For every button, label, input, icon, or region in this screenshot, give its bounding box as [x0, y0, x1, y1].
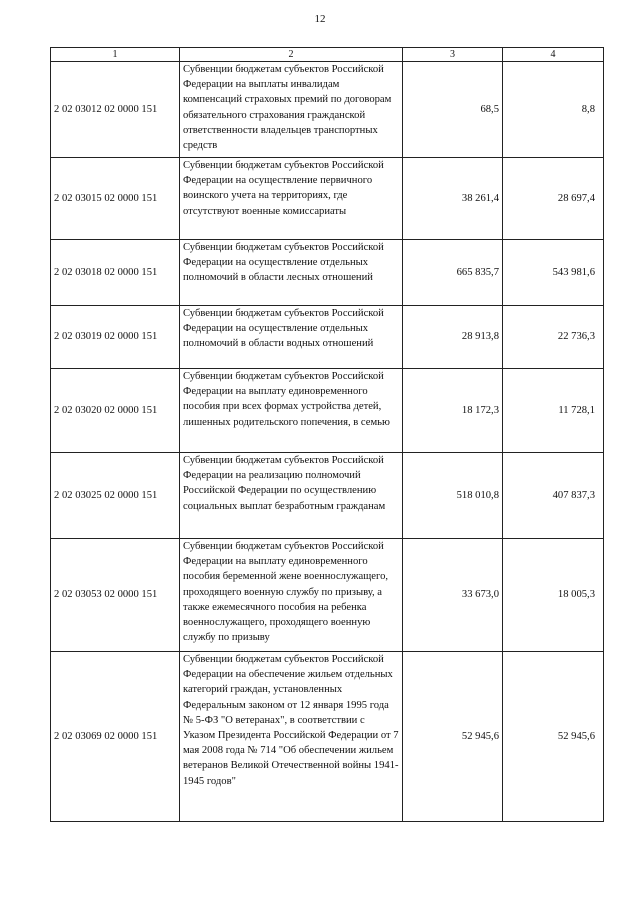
value-col3: 28 913,8 [403, 306, 503, 369]
value-col4: 407 837,3 [503, 453, 604, 539]
value-col4: 11 728,1 [503, 369, 604, 453]
budget-code: 2 02 03069 02 0000 151 [51, 652, 180, 822]
row-description: Субвенции бюджетам субъектов Российской Федерации на выплаты инвалидам компенсаций страховых премий по договорам обязательного страхования гражданской ответственности владельцев транспортных средств [180, 62, 403, 158]
column-header-1: 1 [51, 48, 180, 62]
budget-code: 2 02 03019 02 0000 151 [51, 306, 180, 369]
page-number: 12 [314, 13, 326, 25]
value-col3: 33 673,0 [403, 539, 503, 652]
value-col4: 28 697,4 [503, 158, 604, 240]
table-body [51, 62, 604, 822]
value-col3: 18 172,3 [403, 369, 503, 453]
budget-code: 2 02 03015 02 0000 151 [51, 158, 180, 240]
column-header-4: 4 [503, 48, 604, 62]
value-col3: 68,5 [403, 62, 503, 158]
row-description: Субвенции бюджетам субъектов Российской Федерации на реализацию полномочий Российской Федерации по осуществлению социальных выплат безработным гражданам [180, 453, 403, 539]
value-col3: 518 010,8 [403, 453, 503, 539]
row-description: Субвенции бюджетам субъектов Российской Федерации на выплату единовременного пособия при всех формах устройства детей, лишенных родительского попечения, в семью [180, 369, 403, 453]
table-row [51, 240, 604, 306]
table-row [51, 158, 604, 240]
budget-code: 2 02 03018 02 0000 151 [51, 240, 180, 306]
table-row [51, 652, 604, 822]
row-description: Субвенции бюджетам субъектов Российской Федерации на обеспечение жильем отдельных категорий граждан, установленных Федеральным законом от 12 января 1995 года № 5-ФЗ "О ветеранах", в соответствии с Указом Президента Российской Федерации от 7 мая 2008 года № 714 "Об обеспечении жильем ветеранов Великой Отечественной войны 1941-1945 годов" [180, 652, 403, 822]
column-header-2: 2 [180, 48, 403, 62]
row-description: Субвенции бюджетам субъектов Российской Федерации на выплату единовременного пособия беременной жене военнослужащего, проходящего военную службу по призыву, а также ежемесячного пособия на ребенка военнослужащего, проходящего военную службу по призыву [180, 539, 403, 652]
value-col3: 52 945,6 [403, 652, 503, 822]
table-row [51, 369, 604, 453]
budget-code: 2 02 03025 02 0000 151 [51, 453, 180, 539]
value-col4: 18 005,3 [503, 539, 604, 652]
budget-code: 2 02 03053 02 0000 151 [51, 539, 180, 652]
value-col3: 665 835,7 [403, 240, 503, 306]
table-row [51, 306, 604, 369]
table-row [51, 62, 604, 158]
row-description: Субвенции бюджетам субъектов Российской Федерации на осуществление отдельных полномочий в области лесных отношений [180, 240, 403, 306]
table-row [51, 539, 604, 652]
value-col4: 22 736,3 [503, 306, 604, 369]
value-col4: 543 981,6 [503, 240, 604, 306]
value-col4: 8,8 [503, 62, 604, 158]
row-description: Субвенции бюджетам субъектов Российской Федерации на осуществление отдельных полномочий в области водных отношений [180, 306, 403, 369]
value-col3: 38 261,4 [403, 158, 503, 240]
row-description: Субвенции бюджетам субъектов Российской Федерации на осуществление первичного воинского учета на территориях, где отсутствуют военные комиссариаты [180, 158, 403, 240]
value-col4: 52 945,6 [503, 652, 604, 822]
column-header-3: 3 [403, 48, 503, 62]
budget-table [50, 47, 604, 822]
table-header [51, 48, 604, 62]
budget-code: 2 02 03012 02 0000 151 [51, 62, 180, 158]
budget-code: 2 02 03020 02 0000 151 [51, 369, 180, 453]
table-row [51, 453, 604, 539]
